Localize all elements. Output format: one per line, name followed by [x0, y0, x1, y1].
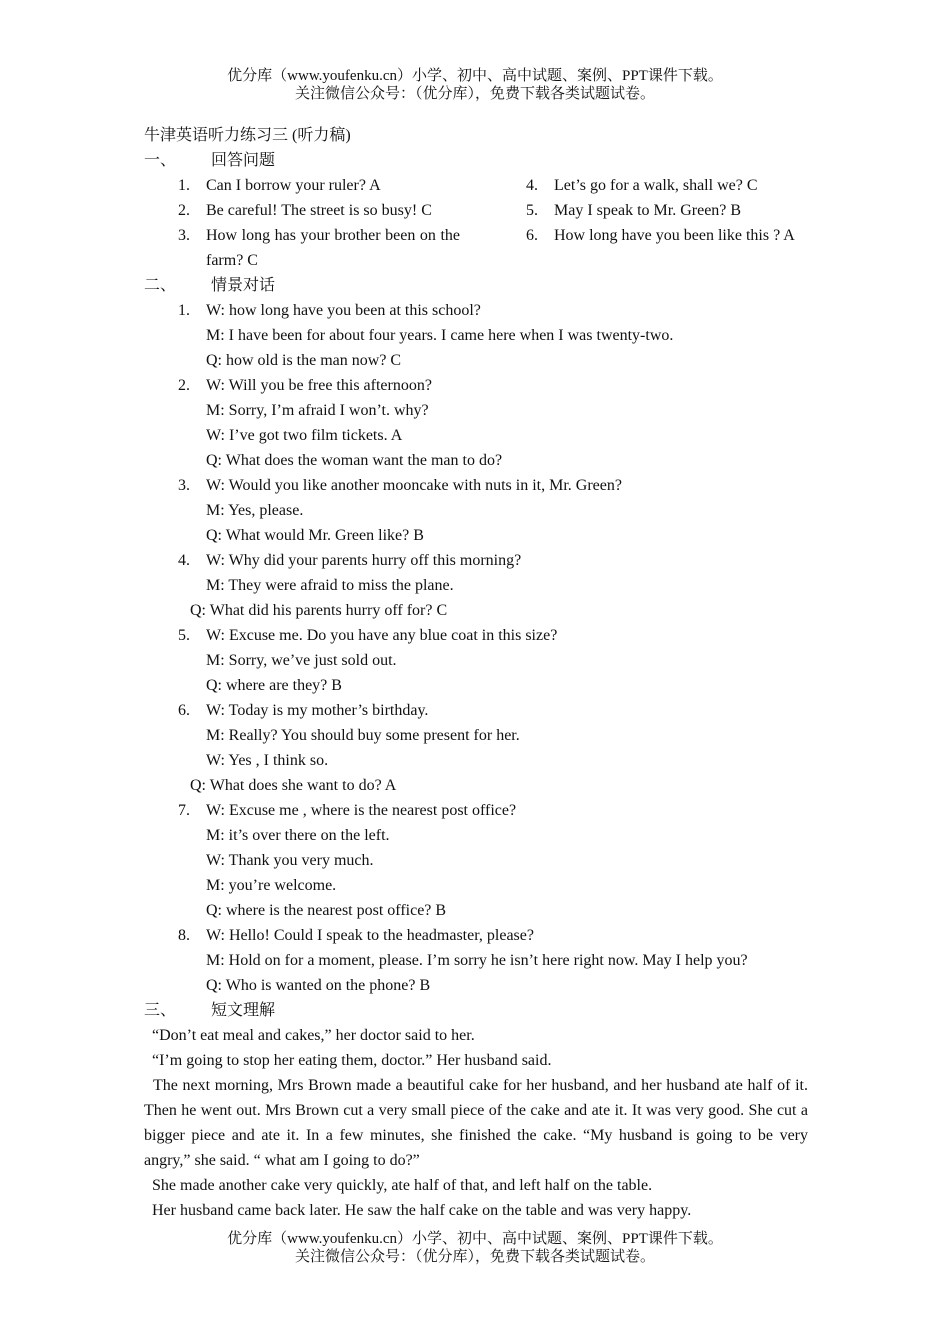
- dialogue-item: [144, 373, 808, 473]
- question-text: May I speak to Mr. Green? B: [554, 202, 742, 219]
- dialogue-item: [144, 473, 808, 548]
- dialogue-line: M: you’re welcome.: [206, 877, 337, 894]
- dialogue-line: Q: Who is wanted on the phone? B: [206, 977, 431, 994]
- dialogue-number: 8.: [178, 927, 190, 944]
- footer-line-1: 优分库（www.youfenku.cn）小学、初中、高中试题、案例、PPT课件下载。: [227, 1231, 723, 1247]
- dialogue-question-line: Q: What did his parents hurry off for? C: [190, 602, 448, 619]
- dialogue-number: 3.: [178, 477, 190, 494]
- header-line-2: 关注微信公众号：（优分库），免费下载各类试题试卷。: [294, 86, 655, 102]
- dialogue-lines: [206, 298, 808, 373]
- section-2-heading: [144, 273, 808, 298]
- dialogue-line: Q: What would Mr. Green like? B: [206, 527, 424, 544]
- dialogue-question-line: Q: What does she want to do? A: [190, 777, 397, 794]
- question-item: [526, 173, 808, 198]
- questions-right-column: [526, 173, 808, 248]
- passage-line-4: She made another cake very quickly, ate half of that, and left half on the table.: [152, 1177, 653, 1194]
- question-text: Can I borrow your ruler? A: [206, 177, 381, 194]
- dialogue-lines: [206, 923, 808, 998]
- dialogue-line: Q: What does the woman want the man to do?: [206, 452, 503, 469]
- dialogue-line: M: Really? You should buy some present for her.: [206, 727, 520, 744]
- question-text: Let’s go for a walk, shall we? C: [554, 177, 758, 194]
- section-3-number: 三、: [144, 1002, 177, 1019]
- dialogue-line: M: Yes, please.: [206, 502, 304, 519]
- dialogue-line: M: Sorry, I’m afraid I won’t. why?: [206, 402, 429, 419]
- question-number: 3.: [178, 227, 190, 244]
- dialogue-line: W: Would you like another mooncake with nuts in it, Mr. Green?: [206, 477, 622, 494]
- passage-paragraph-3: The next morning, Mrs Brown made a beautiful cake for her husband, and her husband ate half of it. Then he went out. Mrs Brown cut a very small piece of the cake and ate it. It was very good. She cut a bigger piece and ate it. In a few minutes, she finished the cake. “My husband is going to be very angry,” she said. “ what am I going to do?”: [144, 1077, 808, 1169]
- dialogue-line: M: Sorry, we’ve just sold out.: [206, 652, 397, 669]
- dialogue-item: [144, 298, 808, 373]
- dialogue-number: 5.: [178, 627, 190, 644]
- dialogue-line: M: it’s over there on the left.: [206, 827, 390, 844]
- passage-line-5: Her husband came back later. He saw the half cake on the table and was very happy.: [152, 1202, 692, 1219]
- dialogue-line: W: I’ve got two film tickets. A: [206, 427, 403, 444]
- question-item: [526, 223, 808, 248]
- section-3-title: 短文理解: [211, 1002, 276, 1019]
- section-2-dialogues: [144, 298, 808, 998]
- document-title: 牛津英语听力练习三 (听力稿): [144, 127, 351, 144]
- question-number: 4.: [526, 177, 538, 194]
- dialogue-line: W: Excuse me. Do you have any blue coat in this size?: [206, 627, 558, 644]
- dialogue-line: W: how long have you been at this school?: [206, 302, 481, 319]
- dialogue-number: 4.: [178, 552, 190, 569]
- footer-line-2: 关注微信公众号：（优分库），免费下载各类试题试卷。: [294, 1249, 655, 1265]
- section-1-heading: [144, 148, 808, 173]
- question-item: [526, 198, 808, 223]
- dialogue-lines: [206, 473, 808, 548]
- dialogue-lines: [206, 373, 808, 473]
- question-text: How long have you been like this ? A: [554, 227, 795, 244]
- dialogue-number: 1.: [178, 302, 190, 319]
- dialogue-line: W: Excuse me , where is the nearest post office?: [206, 802, 517, 819]
- dialogue-item: [144, 698, 808, 798]
- section-2-title: 情景对话: [211, 277, 276, 294]
- question-text: Be careful! The street is so busy! C: [206, 202, 432, 219]
- dialogue-line: W: Why did your parents hurry off this morning?: [206, 552, 522, 569]
- dialogue-number: 2.: [178, 377, 190, 394]
- dialogue-line: M: They were afraid to miss the plane.: [206, 577, 454, 594]
- page-header: [0, 67, 950, 103]
- dialogue-number: 7.: [178, 802, 190, 819]
- questions-left-column: [178, 173, 460, 273]
- dialogue-lines: [190, 548, 808, 623]
- dialogue-number: 6.: [178, 702, 190, 719]
- dialogue-lines: [206, 798, 808, 923]
- section-1-number: 一、: [144, 152, 177, 169]
- document-body: [144, 123, 808, 1223]
- dialogue-item: [144, 798, 808, 923]
- section-3-heading: [144, 998, 808, 1023]
- dialogue-line: Q: how old is the man now? C: [206, 352, 402, 369]
- dialogue-item: [144, 548, 808, 623]
- question-number: 5.: [526, 202, 538, 219]
- dialogue-lines: [206, 623, 808, 698]
- question-number: 1.: [178, 177, 190, 194]
- dialogue-line: Q: where is the nearest post office? B: [206, 902, 447, 919]
- question-item: [178, 223, 460, 273]
- dialogue-line: W: Today is my mother’s birthday.: [206, 702, 429, 719]
- dialogue-line: M: I have been for about four years. I came here when I was twenty-two.: [206, 327, 674, 344]
- dialogue-line: W: Thank you very much.: [206, 852, 374, 869]
- dialogue-line: W: Will you be free this afternoon?: [206, 377, 432, 394]
- question-number: 6.: [526, 227, 538, 244]
- section-1-questions: [144, 173, 808, 273]
- dialogue-line: M: Hold on for a moment, please. I’m sorry he isn’t here right now. May I help you?: [206, 952, 748, 969]
- passage-line-2: “I’m going to stop her eating them, doctor.” Her husband said.: [152, 1052, 552, 1069]
- section-2-number: 二、: [144, 277, 177, 294]
- header-line-1: 优分库（www.youfenku.cn）小学、初中、高中试题、案例、PPT课件下载。: [227, 68, 723, 84]
- dialogue-line: W: Yes , I think so.: [206, 752, 329, 769]
- dialogue-line: W: Hello! Could I speak to the headmaster, please?: [206, 927, 534, 944]
- question-item: [178, 173, 460, 198]
- dialogue-item: [144, 623, 808, 698]
- dialogue-lines: [190, 698, 808, 798]
- question-text: How long has your brother been on the farm? C: [206, 227, 460, 269]
- page-footer: [0, 1230, 950, 1266]
- question-number: 2.: [178, 202, 190, 219]
- dialogue-line: Q: where are they? B: [206, 677, 342, 694]
- dialogue-item: [144, 923, 808, 998]
- passage-line-1: “Don’t eat meal and cakes,” her doctor said to her.: [152, 1027, 475, 1044]
- question-item: [178, 198, 460, 223]
- section-1-title: 回答问题: [211, 152, 276, 169]
